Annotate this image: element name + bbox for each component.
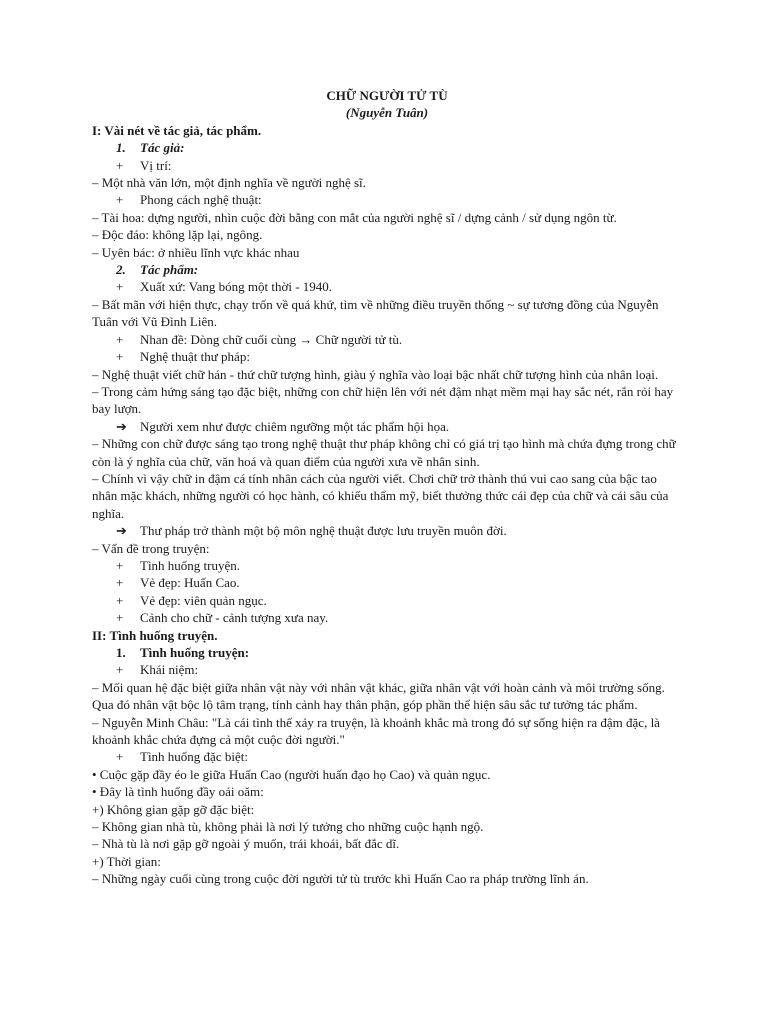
paragraph-line [92, 435, 682, 470]
plus-bullet-icon: + [116, 592, 124, 608]
section-heading [92, 122, 682, 139]
paragraph-line [92, 296, 682, 331]
numbered-subheading [92, 261, 682, 278]
paragraph-text: – Một nhà văn lớn, một định nghĩa về người nghệ sĩ. [92, 175, 366, 191]
conclusion-text: Thư pháp trở thành một bộ môn nghệ thuật được lưu truyền muôn đời. [140, 523, 507, 539]
paragraph-line [92, 818, 682, 835]
paragraph-text: • Đây là tình huống đầy oái oăm: [92, 784, 264, 800]
document-body [92, 122, 682, 888]
bullet-text: Phong cách nghệ thuật: [140, 192, 262, 208]
plus-bullet-icon: + [116, 157, 124, 173]
paragraph-line [92, 540, 682, 557]
paragraph-text: – Bất mãn với hiện thực, chạy trốn về quá khứ, tìm về những điều truyền thống ~ sự tương đồng của Nguyễn Tuân với Vũ Đình Liên. [92, 296, 659, 330]
paragraph-line [92, 470, 682, 522]
paragraph-text: – Nguyễn Minh Châu: "Là cái tình thế xảy ra truyện, là khoảnh khắc mà trong đó sự sống hiện ra đậm đặc, là khoảnh khắc chứa đựng cả một cuộc đời người." [92, 714, 660, 748]
bullet-text: Tình huống truyện. [140, 557, 241, 573]
bullet-text: Vẻ đẹp: viên quản ngục. [140, 592, 267, 608]
paragraph-text: • Cuộc gặp đầy éo le giữa Huấn Cao (người huấn đạo họ Cao) và quản ngục. [92, 766, 491, 782]
paragraph-text: – Nhà tù là nơi gặp gỡ ngoài ý muốn, trái khoái, bất đắc dĩ. [92, 836, 400, 852]
conclusion-text: Người xem như được chiêm ngưỡng một tác phẩm hội họa. [140, 418, 450, 434]
plus-bullet-item [92, 278, 682, 295]
plus-bullet-icon: + [116, 331, 124, 347]
plus-bullet-item [92, 331, 682, 348]
plus-bullet-icon: + [116, 557, 124, 573]
paragraph-text: – Những ngày cuối cùng trong cuộc đời người tử tù trước khi Huấn Cao ra pháp trường lĩnh án. [92, 871, 589, 887]
paragraph-line [92, 383, 682, 418]
paragraph-text: – Trong cảm hứng sáng tạo đặc biệt, những con chữ hiện lên với nét đậm nhạt mềm mại hay sắc nét, rắn rỏi hay bay lượn. [92, 383, 674, 417]
document-author: (Nguyễn Tuân) [345, 105, 429, 121]
paragraph-line [92, 174, 682, 191]
paragraph-text: +) Thời gian: [92, 853, 161, 869]
paragraph-line [92, 801, 682, 818]
plus-bullet-item [92, 592, 682, 609]
paragraph-text: – Vấn đề trong truyện: [92, 540, 210, 556]
paragraph-text: – Mối quan hệ đặc biệt giữa nhân vật này với nhân vật khác, giữa nhân vật với hoàn cảnh và môi trường sống. Qua đó nhân vật bộc lộ tâm trạng, tính cảnh hay thân phận, góp phần thể hiện sâu sắc tư tưởng tác phẩm. [92, 679, 665, 713]
numbered-subheading [92, 644, 682, 661]
paragraph-text: – Không gian nhà tù, không phải là nơi lý tưởng cho những cuộc hạnh ngộ. [92, 819, 484, 835]
paragraph-line [92, 853, 682, 870]
bullet-text: Vẻ đẹp: Huấn Cao. [140, 575, 240, 591]
subheading-text: Tác giả: [140, 140, 185, 156]
plus-bullet-item [92, 348, 682, 365]
paragraph-line [92, 766, 682, 783]
plus-bullet-icon: + [116, 662, 124, 678]
plus-bullet-item [92, 157, 682, 174]
paragraph-line [92, 783, 682, 800]
plus-bullet-icon: + [116, 192, 124, 208]
plus-bullet-icon: + [116, 610, 124, 626]
paragraph-line [92, 244, 682, 261]
document-page [92, 87, 682, 888]
arrow-conclusion-item [92, 418, 682, 435]
paragraph-text: – Chính vì vậy chữ in đậm cá tính nhân cách của người viết. Chơi chữ trở thành thú vui cao sang của bậc tao nhân mặc khách, những người có học hành, có khiếu thẩm mỹ, biết thưởng thức cái đẹp của chữ và cái sâu của nghĩa. [92, 470, 669, 521]
bullet-text: Nghệ thuật thư pháp: [140, 349, 250, 365]
bullet-text: Tình huống đặc biệt: [140, 749, 248, 765]
paragraph-text: – Những con chữ được sáng tạo trong nghệ thuật thư pháp không chỉ có giá trị tạo hình mà chứa đựng trong chữ còn là ý nghĩa của chữ, văn hoá và quan điểm của người xưa về nhân sinh. [92, 436, 676, 469]
paragraph-line [92, 679, 682, 714]
arrow-conclusion-item [92, 522, 682, 539]
section-heading-text: II: Tình huống truyện. [92, 627, 218, 643]
plus-bullet-item [92, 609, 682, 626]
bullet-text: Khái niệm: [140, 662, 199, 678]
subheading-text: Tác phẩm: [140, 262, 199, 278]
bullet-text: Cảnh cho chữ - cảnh tượng xưa nay. [140, 610, 329, 626]
paragraph-line [92, 835, 682, 852]
numbered-subheading [92, 139, 682, 156]
paragraph-text: – Nghệ thuật viết chữ hán - thứ chữ tượng hình, giàu ý nghĩa vào loại bậc nhất chữ tượng hình của nhân loại. [92, 366, 659, 382]
document-title: CHỮ NGƯỜI TỬ TÙ [326, 88, 448, 103]
plus-bullet-icon: + [116, 575, 124, 591]
paragraph-line [92, 870, 682, 887]
paragraph-line [92, 714, 682, 749]
plus-bullet-item [92, 191, 682, 208]
paragraph-text: – Tài hoa: dựng người, nhìn cuộc đời bằng con mắt của người nghệ sĩ / dựng cảnh / sử dụng ngôn từ. [92, 209, 617, 225]
paragraph-line [92, 209, 682, 226]
paragraph-text: – Độc đáo: không lặp lại, ngông. [92, 227, 263, 243]
plus-bullet-item [92, 748, 682, 765]
paragraph-text: – Uyên bác: ở nhiều lĩnh vực khác nhau [92, 244, 300, 260]
paragraph-text: +) Không gian gặp gỡ đặc biệt: [92, 801, 255, 817]
arrow-right-icon: ➔ [116, 523, 127, 539]
plus-bullet-item [92, 574, 682, 591]
list-number: 1. [116, 645, 126, 660]
section-heading [92, 627, 682, 644]
bullet-text: Xuất xứ: Vang bóng một thời - 1940. [140, 279, 333, 295]
bullet-text: Vị trí: [140, 157, 172, 173]
list-number: 1. [116, 140, 126, 156]
list-number: 2. [116, 262, 126, 278]
plus-bullet-icon: + [116, 279, 124, 295]
plus-bullet-item [92, 557, 682, 574]
paragraph-line [92, 366, 682, 383]
arrow-right-icon: ➔ [116, 418, 127, 434]
bullet-text: Nhan đề: Dòng chữ cuối cùng → Chữ người tử tù. [140, 331, 403, 347]
paragraph-line [92, 226, 682, 243]
subheading-text: Tình huống truyện: [140, 645, 250, 660]
section-heading-text: I: Vài nét về tác giả, tác phẩm. [92, 122, 262, 138]
plus-bullet-icon: + [116, 349, 124, 365]
plus-bullet-item [92, 661, 682, 678]
plus-bullet-icon: + [116, 749, 124, 765]
